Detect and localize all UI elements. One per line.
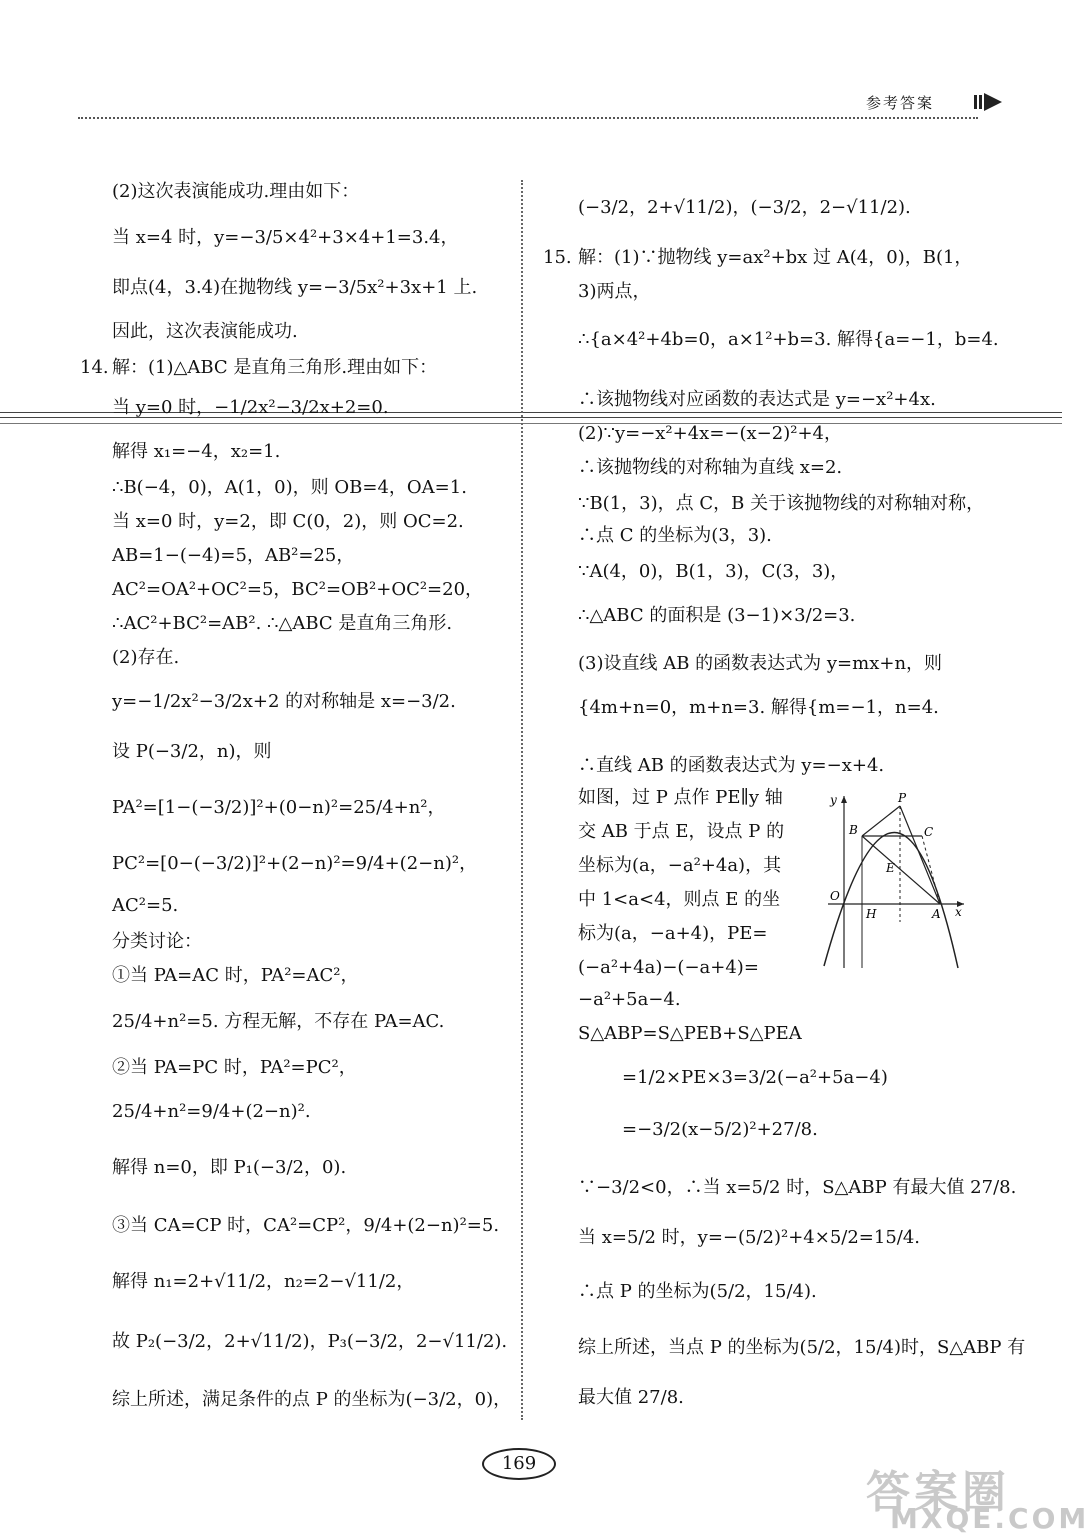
text-line: ∵B(1，3)，点 C，B 关于该抛物线的对称轴对称， — [578, 493, 985, 514]
text-line: 综上所述，满足条件的点 P 的坐标为(−3/2，0)， — [112, 1389, 512, 1410]
text-line: ∴该抛物线对应函数的表达式是 y=−x²+4x. — [578, 389, 936, 410]
text-line: PC²=[0−(−3/2)]²+(2−n)²=9/4+(2−n)²， — [112, 853, 478, 874]
text-line: 当 x=5/2 时，y=−(5/2)²+4×5/2=15/4. — [578, 1227, 921, 1248]
text-line: (2)∵y=−x²+4x=−(x−2)²+4， — [578, 423, 842, 444]
page-number — [482, 1448, 556, 1480]
y-axis-arrow-icon — [841, 796, 847, 803]
problem-number-14: 14. — [80, 357, 109, 378]
label-y: y — [830, 793, 837, 807]
text-line: 故 P₂(−3/2，2+√11/2)，P₃(−3/2，2−√11/2). — [112, 1331, 508, 1352]
label-c: C — [924, 825, 934, 839]
label-p: P — [898, 791, 907, 805]
text-line: 分类讨论： — [112, 931, 202, 952]
text-line: 25/4+n²=5. 方程无解，不存在 PA=AC. — [112, 1011, 445, 1032]
triangle-arrow-icon — [974, 91, 1004, 113]
segment-pa — [900, 806, 940, 904]
label-b: B — [849, 823, 858, 837]
text-line: ∴点 P 的坐标为(5/2，15/4). — [578, 1281, 817, 1302]
text-line: =−3/2(x−5/2)²+27/8. — [622, 1119, 818, 1140]
problem-number-15: 15. — [543, 247, 572, 268]
page-header — [0, 0, 1062, 130]
text-line: ③当 CA=CP 时，CA²=CP²，9/4+(2−n)²=5. — [112, 1215, 500, 1236]
watermark-text-top: 答案圈 — [866, 1467, 1010, 1518]
text-line: ②当 PA=PC 时，PA²=PC²， — [112, 1057, 357, 1078]
watermark — [866, 1456, 1089, 1535]
text-line: ∴△ABC 的面积是 (3−1)×3/2=3. — [578, 605, 856, 626]
text-line: {4m+n=0，m+n=3. 解得{m=−1，n=4. — [578, 697, 939, 718]
text-line: 当 x=0 时，y=2，即 C(0，2)，则 OC=2. — [112, 511, 464, 532]
text-line: −a²+5a−4. — [578, 989, 681, 1010]
text-line: 交 AB 于点 E，设点 P 的 — [578, 821, 785, 842]
text-line: 25/4+n²=9/4+(2−n)². — [112, 1101, 311, 1122]
header-label: 参考答案 — [866, 94, 935, 112]
text-line: AB=1−(−4)=5，AB²=25， — [112, 545, 355, 566]
text-line: ∴点 C 的坐标为(3，3). — [578, 525, 772, 546]
text-line: ∴AC²+BC²=AB². ∴△ABC 是直角三角形. — [112, 613, 453, 634]
header-rule — [78, 117, 978, 119]
text-line: 解：(1)∵抛物线 y=ax²+bx 过 A(4，0)，B(1， — [578, 247, 973, 268]
text-line: ∴{a×4²+4b=0，a×1²+b=3. 解得{a=−1，b=4. — [578, 329, 999, 350]
label-a: A — [932, 907, 941, 921]
text-line: 即点(4，3.4)在抛物线 y=−3/5x²+3x+1 上. — [112, 277, 478, 298]
text-line: 当 y=0 时，−1/2x²−3/2x+2=0. — [112, 397, 389, 418]
text-line: 因此，这次表演能成功. — [112, 321, 298, 342]
text-line: 标为(a，−a+4)，PE= — [578, 923, 768, 944]
text-line: ∴B(−4，0)，A(1，0)，则 OB=4，OA=1. — [112, 477, 467, 498]
text-line: AC²=OA²+OC²=5，BC²=OB²+OC²=20， — [112, 579, 484, 600]
text-line: ∵−3/2<0，∴当 x=5/2 时，S△ABP 有最大值 27/8. — [578, 1177, 1017, 1198]
text-line: 最大值 27/8. — [578, 1387, 684, 1408]
text-line: ∴直线 AB 的函数表达式为 y=−x+4. — [578, 755, 885, 776]
text-line: ①当 PA=AC 时，PA²=AC²， — [112, 965, 359, 986]
label-h: H — [866, 907, 877, 921]
text-line: 中 1<a<4，则点 E 的坐 — [578, 889, 781, 910]
watermark-text-bottom: MXQE.COM — [890, 1502, 1089, 1535]
parabola-figure — [818, 790, 966, 970]
text-line: 综上所述，当点 P 的坐标为(5/2，15/4)时，S△ABP 有 — [578, 1337, 1026, 1358]
page-number-text: 169 — [501, 1453, 537, 1474]
text-line: PA²=[1−(−3/2)]²+(0−n)²=25/4+n²， — [112, 797, 446, 818]
text-line: y=−1/2x²−3/2x+2 的对称轴是 x=−3/2. — [112, 691, 456, 712]
text-line: (3)设直线 AB 的函数表达式为 y=mx+n，则 — [578, 653, 943, 674]
text-line: ∴该抛物线的对称轴为直线 x=2. — [578, 457, 843, 478]
text-line: S△ABP=S△PEB+S△PEA — [578, 1023, 802, 1044]
text-line: 3)两点， — [578, 281, 651, 302]
text-line: =1/2×PE×3=3/2(−a²+5a−4) — [622, 1067, 888, 1088]
text-line: 解：(1)△ABC 是直角三角形.理由如下： — [112, 357, 438, 378]
text-line: ∵A(4，0)，B(1，3)，C(3，3)， — [578, 561, 849, 582]
text-line: 解得 n=0，即 P₁(−3/2，0). — [112, 1157, 347, 1178]
text-line: 设 P(−3/2，n)，则 — [112, 741, 272, 762]
column-divider — [521, 180, 523, 1420]
segment-bp — [862, 806, 900, 836]
text-line: AC²=5. — [112, 895, 179, 916]
text-line: 解得 x₁=−4，x₂=1. — [112, 441, 281, 462]
label-e: E — [886, 861, 895, 875]
label-o: O — [830, 889, 840, 903]
text-line: 解得 n₁=2+√11/2，n₂=2−√11/2， — [112, 1271, 415, 1292]
text-line: (2)存在. — [112, 647, 180, 668]
text-line: (−a²+4a)−(−a+4)= — [578, 957, 759, 978]
text-line: 当 x=4 时，y=−3/5×4²+3×4+1=3.4， — [112, 227, 459, 248]
text-line: 如图，过 P 点作 PE∥y 轴 — [578, 787, 783, 808]
text-line: 坐标为(a，−a²+4a)，其 — [578, 855, 782, 876]
label-x: x — [955, 905, 962, 919]
text-line: (2)这次表演能成功.理由如下： — [112, 181, 360, 202]
text-line: (−3/2，2+√11/2)，(−3/2，2−√11/2). — [578, 197, 911, 218]
